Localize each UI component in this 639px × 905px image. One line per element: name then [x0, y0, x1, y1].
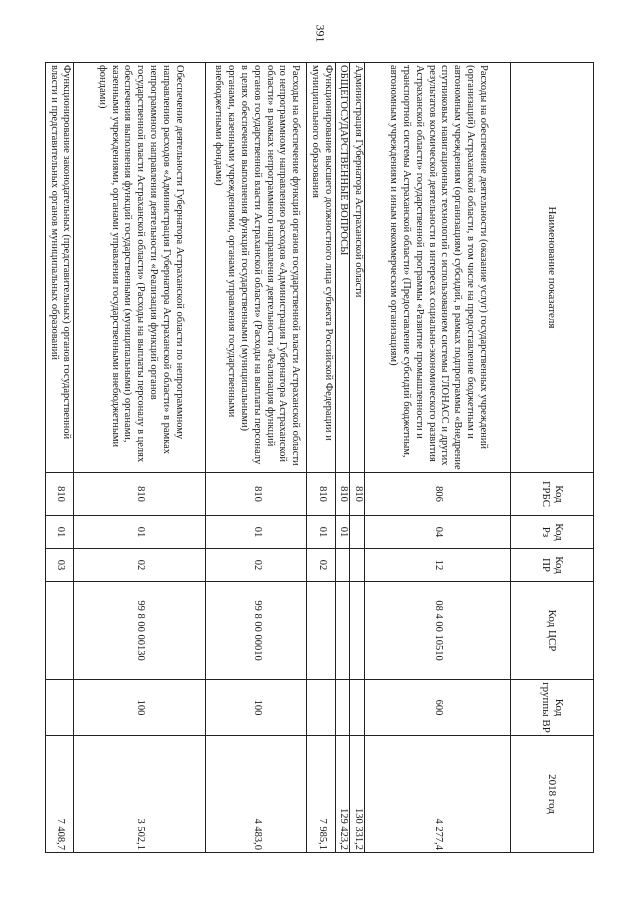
- header-name: Наименование показателя: [511, 63, 594, 473]
- row-grbs: 810: [335, 473, 350, 516]
- row-name: Администрация Губернатора Астраханской области: [350, 63, 365, 473]
- row-name: Функционирование законодательных (представительных) органов государственной власти и представительных органов муниципальных образований: [46, 63, 74, 473]
- row-vr: 600: [365, 680, 511, 736]
- rotated-table-frame: [45, 62, 594, 852]
- row-rz: [350, 516, 365, 549]
- row-pr: [350, 549, 365, 582]
- header-row: [511, 63, 594, 853]
- row-rz: 01: [46, 516, 74, 549]
- row-rz: 01: [335, 516, 350, 549]
- budget-table: [45, 62, 594, 853]
- row-value: 4 277,4: [365, 736, 511, 853]
- row-grbs: 810: [74, 473, 206, 516]
- table-row: [335, 63, 350, 853]
- row-vr: 100: [74, 680, 206, 736]
- row-csr: [335, 582, 350, 680]
- row-pr: 03: [46, 549, 74, 582]
- row-name: ОБЩЕГОСУДАРСТВЕННЫЕ ВОПРОСЫ: [335, 63, 350, 473]
- row-grbs: 810: [307, 473, 335, 516]
- row-value: 4 483,0: [206, 736, 307, 853]
- row-value: 3 502,1: [74, 736, 206, 853]
- row-value: 130 331,2: [350, 736, 365, 853]
- row-value: 7 985,1: [307, 736, 335, 853]
- row-value: 129 423,2: [335, 736, 350, 853]
- table-row: [46, 63, 74, 853]
- row-csr: [46, 582, 74, 680]
- row-value: 7 408,7: [46, 736, 74, 853]
- row-grbs: 810: [350, 473, 365, 516]
- row-csr: 99 8 00 00130: [74, 582, 206, 680]
- row-rz: 01: [307, 516, 335, 549]
- row-vr: [307, 680, 335, 736]
- header-vr: Код группы ВР: [511, 680, 594, 736]
- row-vr: [350, 680, 365, 736]
- header-grbs: Код ГРБС: [511, 473, 594, 516]
- header-rz: Код Рз: [511, 516, 594, 549]
- table-row: [350, 63, 365, 853]
- header-csr: Код ЦСР: [511, 582, 594, 680]
- row-pr: 02: [206, 549, 307, 582]
- row-name: Расходы на обеспечение функций органов государственной власти Астраханской области по непрограммному направлению расходов «Администрация Губернатора Астраханской области» в рамках непрограммного направления деятельности «Реализация функций органов государственной власти Астраханской области» (Расходы на выплаты персоналу в целях обеспечения выполнения функций государственными (муниципальными) органами, казенными учреждениями, органами управления государственными внебюджетными фондами): [206, 63, 307, 473]
- row-rz: 04: [365, 516, 511, 549]
- row-pr: 02: [307, 549, 335, 582]
- row-csr: 08 4 00 10510: [365, 582, 511, 680]
- row-csr: [350, 582, 365, 680]
- row-vr: 100: [206, 680, 307, 736]
- row-vr: [335, 680, 350, 736]
- row-vr: [46, 680, 74, 736]
- row-name: Обеспечение деятельности Губернатора Астраханской области по непрограммному направлению расходов «Администрация Губернатора Астраханской области» в рамках непрограммного направления деятельности «Реализация функций органов государственной власти Астраханской области» (Расходы на выплаты персоналу в целях обеспечения выполнения функций государственными (муниципальными) органами, казенными учреждениями, органами управления государственными внебюджетными фондами): [74, 63, 206, 473]
- row-grbs: 810: [46, 473, 74, 516]
- row-csr: [307, 582, 335, 680]
- row-rz: 01: [74, 516, 206, 549]
- table-row: [206, 63, 307, 853]
- page-number-container: [300, 26, 340, 42]
- table-row: [365, 63, 511, 853]
- row-grbs: 806: [365, 473, 511, 516]
- table-row: [74, 63, 206, 853]
- row-name: Расходы на обеспечение деятельности (оказание услуг) государственных учреждений (организаций) Астраханской области, в том числе на предоставление бюджетным и автономным учреждениям (организациям) субсидий, в рамках подпрограммы «Внедрение спутниковых навигационных технологий с использованием системы ГЛОНАСС и других результатов космической деятельности в интересах социально-экономического развития Астраханской области» государственной программы «Развитие промышленности и транспортной системы Астраханской области» (Предоставление субсидий бюджетным, автономным учреждениям и иным некоммерческим организациям): [365, 63, 511, 473]
- row-rz: 01: [206, 516, 307, 549]
- row-grbs: 810: [206, 473, 307, 516]
- row-pr: 02: [74, 549, 206, 582]
- table-row: [307, 63, 335, 853]
- header-year: 2018 год: [511, 736, 594, 853]
- row-name: Функционирование высшего должностного лица субъекта Российской Федерации и муниципального образования: [307, 63, 335, 473]
- page-number: 391: [313, 24, 328, 43]
- row-pr: [335, 549, 350, 582]
- row-csr: 99 8 00 00010: [206, 582, 307, 680]
- header-pr: Код ПР: [511, 549, 594, 582]
- row-pr: 12: [365, 549, 511, 582]
